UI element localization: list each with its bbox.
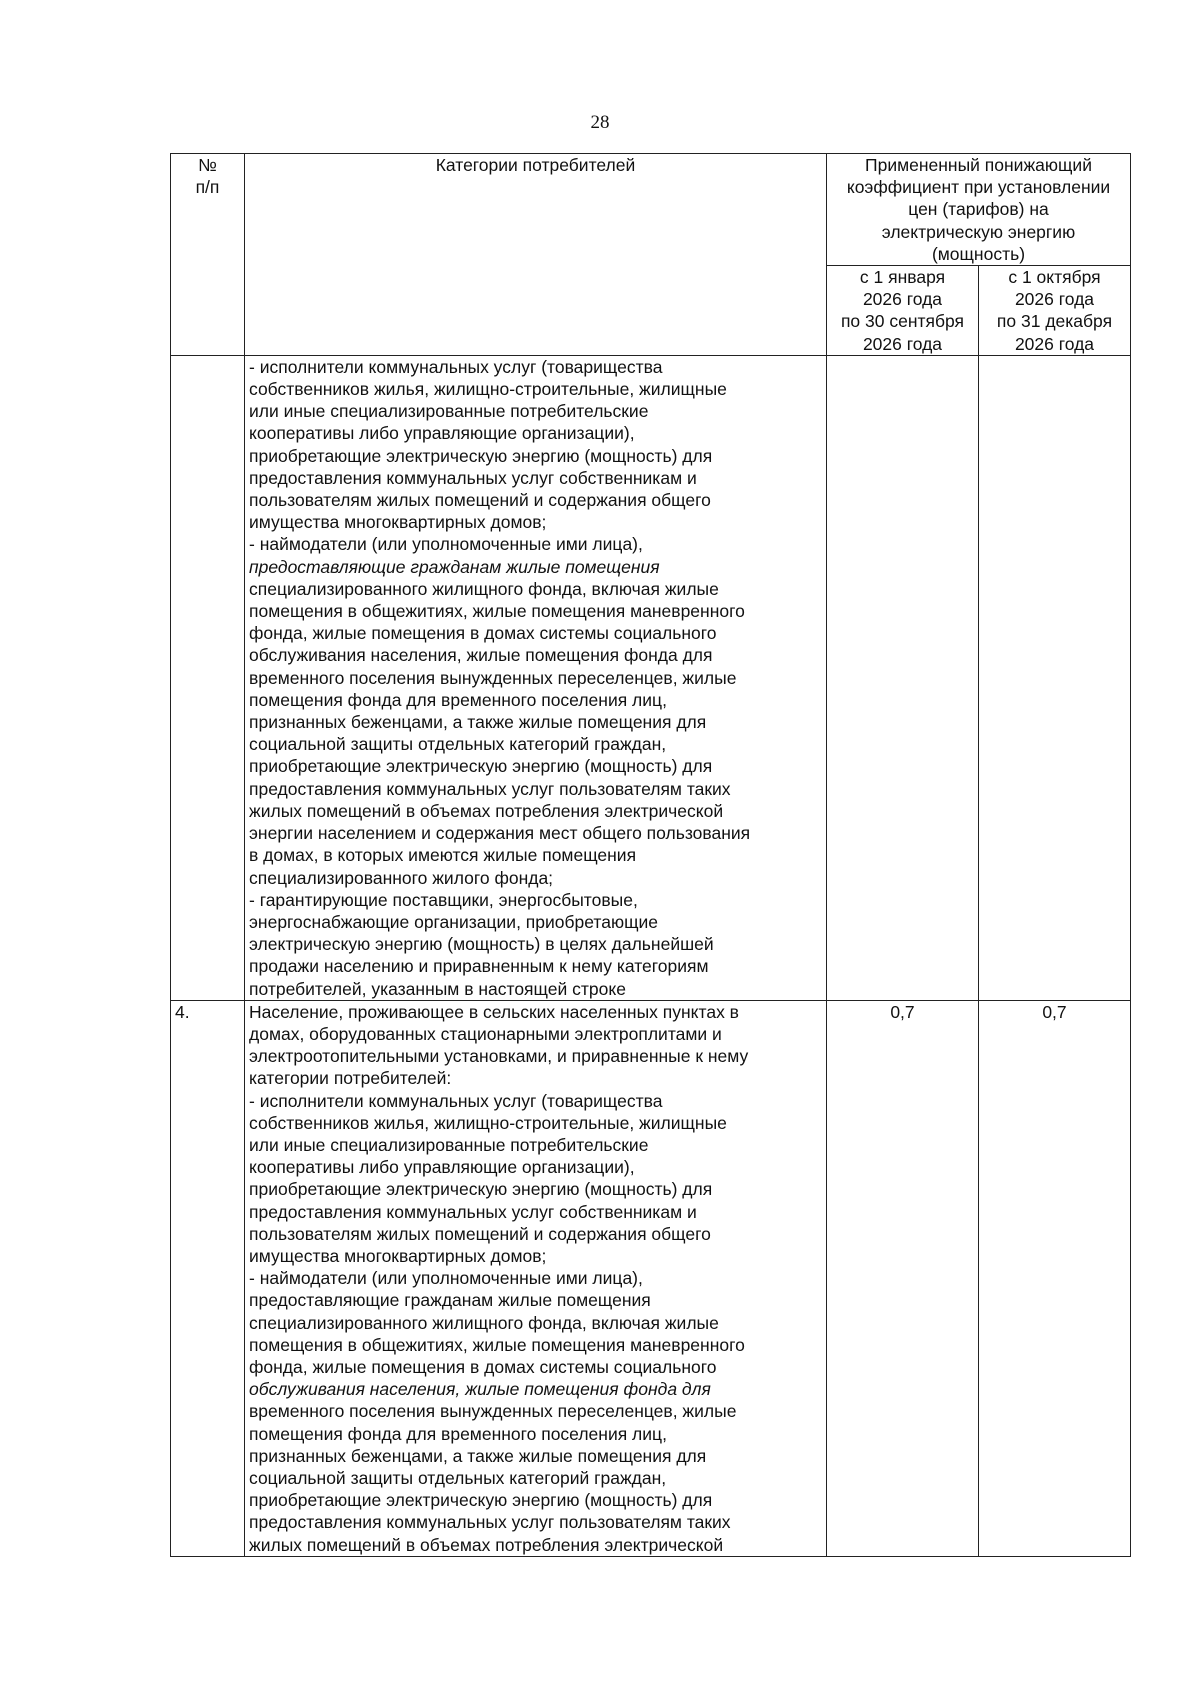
row-value-period-2: 0,7 [979, 1000, 1131, 1556]
tariff-coefficient-table [170, 153, 1131, 1557]
header-period-line: с 1 января [859, 267, 946, 288]
category-text-line: предоставления коммунальных услуг пользователям таких [249, 778, 731, 799]
header-period-line: 2026 года [862, 289, 943, 310]
category-text-line: домах, оборудованных стационарными электроплитами и [249, 1023, 722, 1044]
row-number [171, 355, 245, 1000]
table-header-row [171, 154, 1131, 266]
category-text-line: фонда, жилые помещения в домах системы социального [249, 1356, 717, 1377]
header-period-line: с 1 октября [1008, 267, 1101, 288]
category-text-line: пользователям жилых помещений и содержания общего [249, 490, 711, 511]
category-text-line: приобретающие электрическую энергию (мощность) для [249, 1179, 713, 1200]
category-text-line: имущества многоквартирных домов; [249, 512, 547, 533]
header-category: Категории потребителей [245, 154, 827, 356]
header-coefficient-line: коэффициент при установлении [846, 177, 1111, 198]
category-text-line: временного поселения вынужденных переселенцев, жилые [249, 1401, 737, 1422]
category-text-line: собственников жилья, жилищно-строительные, жилищные [249, 379, 727, 400]
category-text-line: категории потребителей: [249, 1068, 452, 1089]
category-text-line: специализированного жилого фонда; [249, 867, 554, 888]
category-text-line: помещения фонда для временного поселения лиц, [249, 1423, 667, 1444]
header-period-line: по 31 декабря [996, 311, 1113, 332]
row-category-text [245, 1000, 827, 1556]
category-text-line: энергии населением и содержания мест общего пользования [249, 823, 751, 844]
header-period-line: 2026 года [1014, 289, 1095, 310]
header-period-line: 2026 года [1014, 333, 1095, 354]
header-coefficient [827, 154, 1131, 266]
header-number-column [171, 154, 245, 356]
category-text-line: потребителей, указанным в настоящей строке [249, 978, 626, 999]
header-number-sign: № [198, 155, 217, 175]
category-text-line: социальной защиты отдельных категорий граждан, [249, 1467, 667, 1488]
category-text-line: - гарантирующие поставщики, энергосбытовые, [249, 889, 638, 910]
header-period-line: по 30 сентября [840, 311, 965, 332]
category-text-line: приобретающие электрическую энергию (мощность) для [249, 1490, 713, 1511]
category-text-line: продажи населению и приравненным к нему категориям [249, 956, 709, 977]
category-text-line: жилых помещений в объемах потребления электрической [249, 1534, 724, 1555]
category-text-line: имущества многоквартирных домов; [249, 1245, 547, 1266]
category-text-line: обслуживания населения, жилые помещения фонда для [249, 1379, 711, 1400]
category-text-line: или иные специализированные потребительские [249, 401, 649, 422]
row-value-period-1: 0,7 [827, 1000, 979, 1556]
header-coefficient-line: (мощность) [931, 243, 1026, 264]
category-text-line: приобретающие электрическую энергию (мощность) для [249, 756, 713, 777]
header-period-1 [827, 266, 979, 356]
category-text-line: предоставляющие гражданам жилые помещения [249, 1290, 651, 1311]
header-coefficient-line: Примененный понижающий [865, 155, 1092, 175]
category-text-line: специализированного жилищного фонда, включая жилые [249, 578, 719, 599]
category-text-line: предоставляющие гражданам жилые помещения [249, 556, 660, 577]
table-row [171, 1000, 1131, 1556]
row-category-text [245, 355, 827, 1000]
header-period-2 [979, 266, 1131, 356]
category-text-line: - наймодатели (или уполномоченные ими лица), [249, 1268, 643, 1289]
category-text-line: или иные специализированные потребительские [249, 1134, 649, 1155]
category-text-line: кооперативы либо управляющие организации), [249, 1157, 635, 1178]
header-period-line: 2026 года [862, 333, 943, 354]
category-text-line: - исполнители коммунальных услуг (товарищества [249, 356, 663, 377]
category-text-line: электроотопительными установками, и приравненные к нему [249, 1046, 749, 1067]
category-text-line: - наймодатели (или уполномоченные ими лица), [249, 534, 643, 555]
category-text-line: в домах, в которых имеются жилые помещения [249, 845, 637, 866]
category-text-line: жилых помещений в объемах потребления электрической [249, 800, 724, 821]
category-text-line: электрическую энергию (мощность) в целях дальнейшей [249, 934, 714, 955]
category-text-line: помещения в общежитиях, жилые помещения маневренного [249, 601, 745, 622]
category-text-line: приобретающие электрическую энергию (мощность) для [249, 445, 713, 466]
header-coefficient-line: электрическую энергию [881, 221, 1076, 242]
category-text-line: специализированного жилищного фонда, включая жилые [249, 1312, 719, 1333]
category-text-line: предоставления коммунальных услуг собственникам и [249, 467, 697, 488]
category-text-line: собственников жилья, жилищно-строительные, жилищные [249, 1112, 727, 1133]
category-text-line: Население, проживающее в сельских населенных пунктах в [249, 1001, 739, 1022]
header-number-abbr: п/п [195, 177, 220, 198]
category-text-line: фонда, жилые помещения в домах системы социального [249, 623, 717, 644]
row-value-period-1 [827, 355, 979, 1000]
category-text-line: помещения фонда для временного поселения лиц, [249, 689, 667, 710]
table-row [171, 355, 1131, 1000]
page-number: 28 [590, 112, 610, 133]
category-text-line: обслуживания населения, жилые помещения фонда для [249, 645, 713, 666]
category-text-line: помещения в общежитиях, жилые помещения маневренного [249, 1334, 745, 1355]
category-text-line: социальной защиты отдельных категорий граждан, [249, 734, 667, 755]
category-text-line: пользователям жилых помещений и содержания общего [249, 1223, 711, 1244]
category-text-line: признанных беженцами, а также жилые помещения для [249, 1445, 707, 1466]
category-text-line: кооперативы либо управляющие организации), [249, 423, 635, 444]
row-number: 4. [171, 1000, 245, 1556]
row-value-period-2 [979, 355, 1131, 1000]
category-text-line: предоставления коммунальных услуг собственникам и [249, 1201, 697, 1222]
category-text-line: - исполнители коммунальных услуг (товарищества [249, 1090, 663, 1111]
category-text-line: признанных беженцами, а также жилые помещения для [249, 712, 707, 733]
header-coefficient-line: цен (тарифов) на [908, 199, 1049, 220]
category-text-line: временного поселения вынужденных переселенцев, жилые [249, 667, 737, 688]
category-text-line: предоставления коммунальных услуг пользователям таких [249, 1512, 731, 1533]
category-text-line: энергоснабжающие организации, приобретающие [249, 911, 658, 932]
